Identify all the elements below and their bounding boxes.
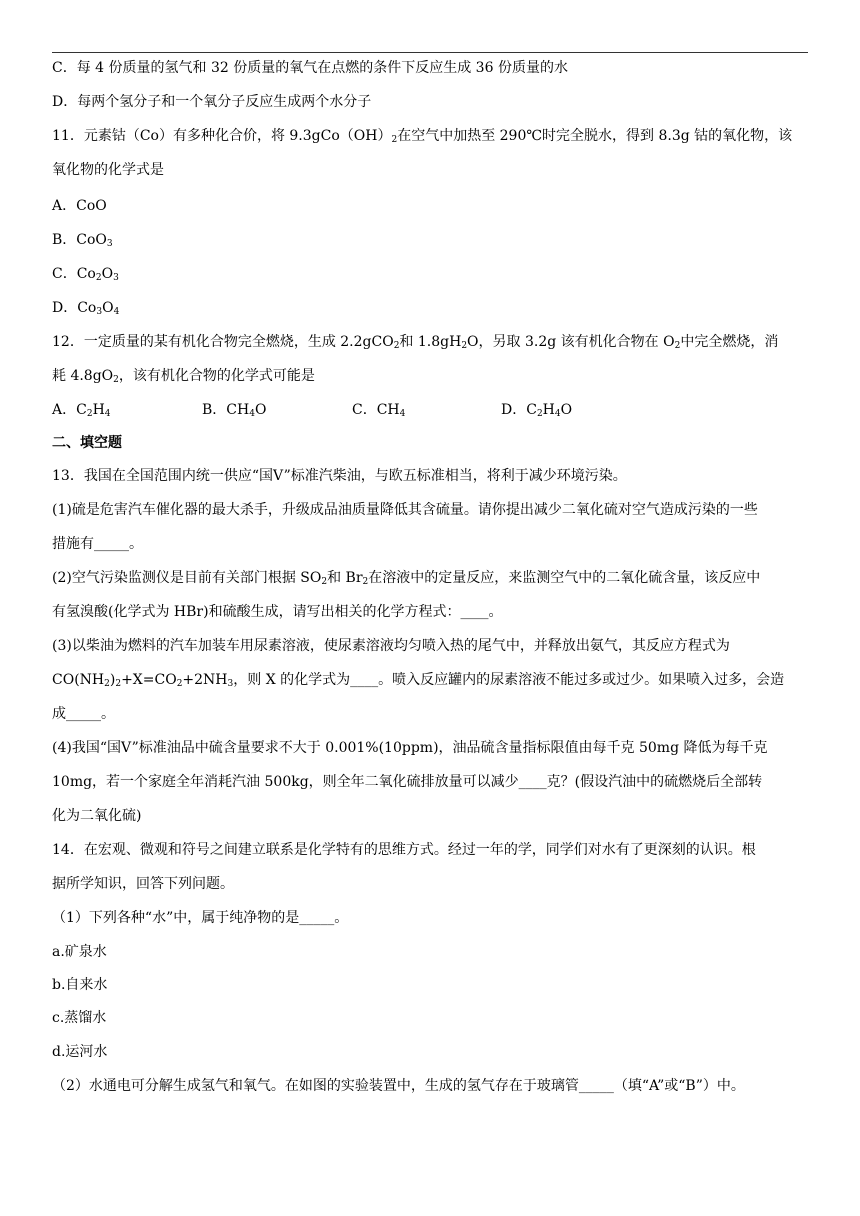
q11-stem: 11．元素钴（Co）有多种化合价，将 $9.3gCo(OH)_2$在空气中加热至 290℃时完全脱水，得到 8.3g 钴的氧化物，该: [52, 128, 793, 145]
q11-option-c: C．$Co_2O_3$: [52, 266, 119, 283]
q13-part3-equation: $CO(NH_2)_2+X=CO_2+2NH_3$，则 X 的化学式为____。喷入反应罐内的尿素溶液不能过多或过少。如果喷入过多，会造: [52, 672, 785, 689]
q14-option-c: c.蒸馏水: [52, 1010, 107, 1026]
q11-option-a: A．CoO: [52, 198, 107, 214]
q14-stem-cont: 据所学知识，回答下列问题。: [52, 876, 234, 892]
q13-part3: (3)以柴油为燃料的汽车加装车用尿素溶液，使尿素溶液均匀喷入热的尾气中，并释放出氨气，其反应方程式为: [52, 638, 730, 654]
q12-options: [52, 400, 808, 420]
q13-part1: (1)硫是危害汽车催化器的最大杀手，升级成品油质量降低其含硫量。请你提出减少二氧化硫对空气造成污染的一些: [52, 502, 758, 518]
q14-stem: 14．在宏观、微观和符号之间建立联系是化学特有的思维方式。经过一年的学，同学们对水有了更深刻的认识。根: [52, 842, 756, 858]
q12-option-a: A．$C_2H_4$: [52, 402, 111, 419]
section-heading-fill-in: 二、填空题: [52, 435, 122, 451]
q13-part3-cont: 成_____。: [52, 706, 115, 722]
q13-part1-cont: 措施有_____。: [52, 536, 143, 552]
q11-stem-cont: 氧化物的化学式是: [52, 162, 164, 178]
q13-part4-cont: 10mg，若一个家庭全年消耗汽油 500kg，则全年二氧化硫排放量可以减少____克？(假设汽油中的硫燃烧后全部转: [52, 774, 763, 790]
q14-option-d: d.运河水: [52, 1044, 108, 1060]
q11-option-d: D．$Co_3O_4$: [52, 300, 120, 317]
q12-option-d: D．$C_2H_4O$: [501, 402, 573, 419]
q13-stem: 13．我国在全国范围内统一供应“国V”标准汽柴油，与欧五标准相当，将利于减少环境污染。: [52, 468, 627, 484]
top-rule: [52, 52, 808, 53]
q12-stem-cont: 耗 $4.8gO_2$，该有机化合物的化学式可能是: [52, 368, 315, 385]
q13-part4-end: 化为二氧化硫): [52, 808, 142, 824]
q10-option-c: C．每 4 份质量的氢气和 32 份质量的氧气在点燃的条件下反应生成 36 份质量的水: [52, 60, 568, 76]
q14-part1: （1）下列各种“水”中，属于纯净物的是_____。: [52, 910, 349, 926]
q13-part2: (2)空气污染监测仪是目前有关部门根据 $SO_2$和 $Br_2$在溶液中的定量反应，来监测空气中的二氧化硫含量，该反应中: [52, 570, 761, 587]
q10-option-d: D．每两个氢分子和一个氧分子反应生成两个水分子: [52, 94, 372, 110]
q14-option-b: b.自来水: [52, 977, 108, 993]
q12-option-c: C．$CH_4$: [352, 402, 406, 419]
q12-stem: 12．一定质量的某有机化合物完全燃烧，生成 2.2gCO$_2$和 $1.8gH_2O$，另取 3.2g 该有机化合物在 $O_2$中完全燃烧，消: [52, 334, 779, 351]
q14-part2: （2）水通电可分解生成氢气和氧气。在如图的实验装置中，生成的氢气存在于玻璃管_____（填“A”或“B”）中。: [52, 1078, 745, 1094]
q13-part4: (4)我国“国V”标准油品中硫含量要求不大于 0.001%(10ppm)，油品硫含量指标限值由每千克 50mg 降低为每千克: [52, 740, 768, 756]
q12-option-b: B．$CH_4O$: [202, 402, 267, 419]
q11-option-b: B．CoO$_3$: [52, 232, 113, 249]
q13-part2-cont: 有氢溴酸(化学式为 HBr)和硫酸生成，请写出相关的化学方程式：____。: [52, 604, 503, 620]
q14-option-a: a.矿泉水: [52, 944, 107, 960]
